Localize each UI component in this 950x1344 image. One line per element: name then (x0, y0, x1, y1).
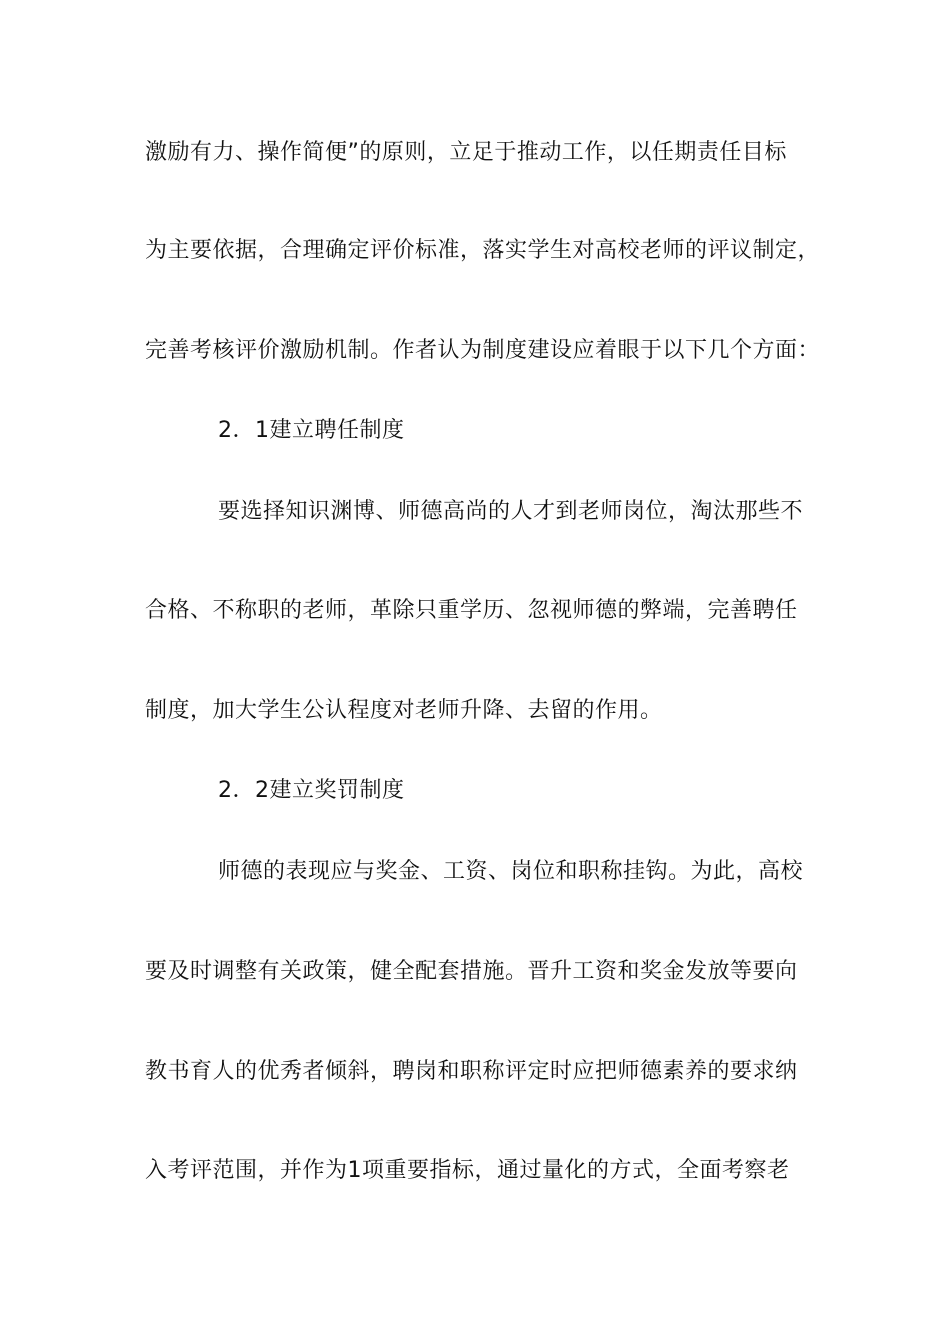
paragraph-line: 激励有力、操作简便”的原则，立足于推动工作，以任期责任目标 (145, 140, 787, 165)
paragraph-line: 要选择知识渊博、师德高尚的人才到老师岗位，淘汰那些不 (218, 499, 804, 524)
paragraph-line: 师德的表现应与奖金、工资、岗位和职称挂钩。为此，高校 (218, 859, 804, 884)
paragraph-line: 合格、不称职的老师，革除只重学历、忽视师德的弊端，完善聘任 (145, 598, 798, 623)
paragraph-line: 为主要依据，合理确定评价标准，落实学生对高校老师的评议制定， (145, 238, 821, 263)
paragraph-line: 入考评范围，并作为1项重要指标，通过量化的方式，全面考察老 (145, 1158, 790, 1183)
section-heading: 2．2建立奖罚制度 (218, 778, 405, 803)
section-heading: 2．1建立聘任制度 (218, 418, 405, 443)
paragraph-line: 制度，加大学生公认程度对老师升降、去留的作用。 (145, 698, 663, 723)
paragraph-line: 教书育人的优秀者倾斜，聘岗和职称评定时应把师德素养的要求纳 (145, 1059, 798, 1084)
paragraph-line: 完善考核评价激励机制。作者认为制度建设应着眼于以下几个方面： (145, 338, 821, 363)
paragraph-line: 要及时调整有关政策，健全配套措施。晋升工资和奖金发放等要向 (145, 959, 798, 984)
